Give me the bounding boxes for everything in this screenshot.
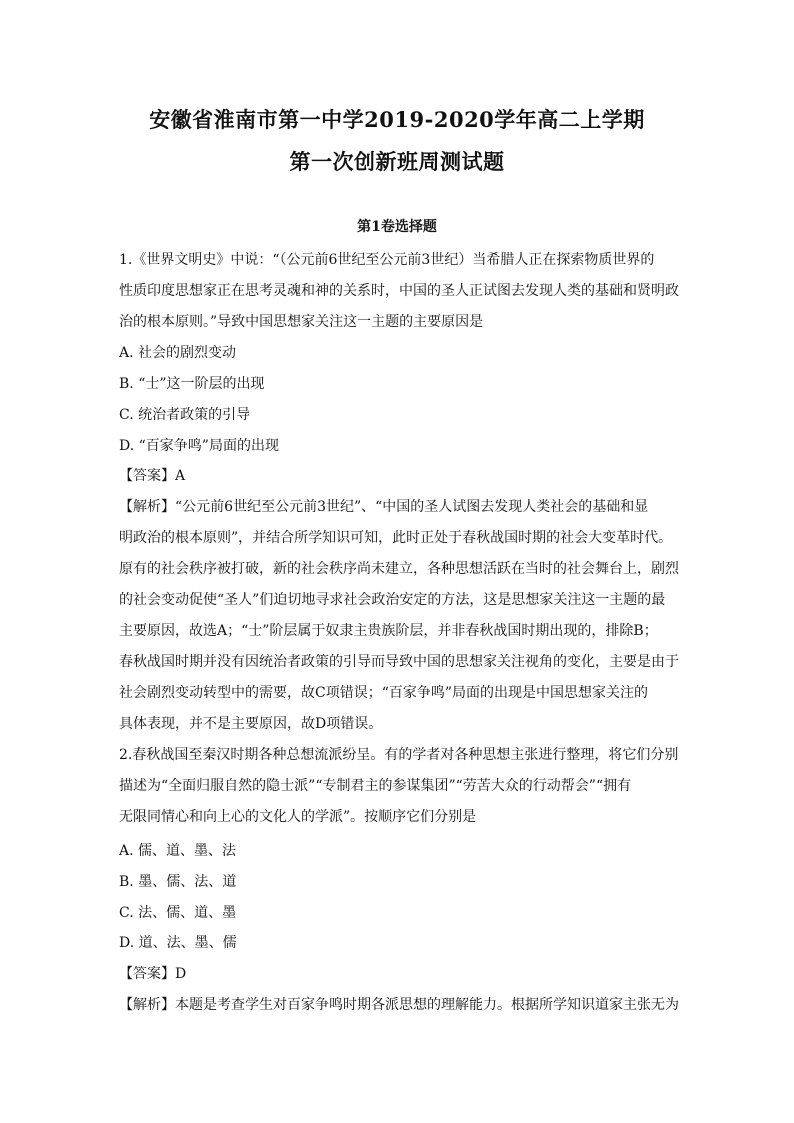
q1-option-c: C. 统治者政策的引导 — [119, 407, 251, 423]
q2-option-d: D. 道、法、墨、儒 — [119, 935, 237, 951]
section-heading: 第1卷选择题 — [357, 219, 437, 235]
q2-answer: 【答案】D — [119, 966, 187, 982]
q1-stem-line-1: 1.《世界文明史》中说：“（公元前6世纪至公元前3世纪）当希腊人正在探索物质世界的 — [119, 252, 655, 268]
q1-analysis-line-3: 原有的社会秩序被打破，新的社会秩序尚未建立，各种思想活跃在当时的社会舞台上，剧烈 — [119, 561, 679, 577]
exam-title-line-1: 安徽省淮南市第一中学2019-2020学年高二上学期 — [149, 107, 645, 132]
q2-stem-line-2: 描述为“全面归服自然的隐士派”“专制君主的参谋集团”“劳苦大众的行动帮会”“拥有 — [119, 778, 632, 794]
q2-option-b: B. 墨、儒、法、道 — [119, 874, 237, 890]
q1-answer: 【答案】A — [119, 468, 186, 484]
q1-option-a: A. 社会的剧烈变动 — [119, 345, 237, 361]
q1-analysis-line-1: 【解析】“公元前6世纪至公元前3世纪”、“中国的圣人试图去发现人类社会的基础和显 — [119, 499, 649, 515]
q2-stem-line-3: 无限同情心和向上心的文化人的学派”。按顺序它们分别是 — [119, 809, 477, 825]
exam-title-line-2: 第一次创新班周测试题 — [289, 149, 505, 174]
q1-analysis-line-7: 社会剧烈变动转型中的需要，故C项错误；“百家争鸣”局面的出现是中国思想家关注的 — [119, 685, 649, 701]
q1-stem-line-3: 治的根本原则。”导致中国思想家关注这一主题的主要原因是 — [119, 314, 484, 330]
q1-option-d: D. “百家争鸣”局面的出现 — [119, 438, 279, 454]
q1-analysis-line-4: 的社会变动促使“圣人”们迫切地寻求社会政治安定的方法，这是思想家关注这一主题的最 — [119, 592, 666, 608]
q2-option-a: A. 儒、道、墨、法 — [119, 843, 237, 859]
q2-analysis-line-1: 【解析】本题是考查学生对百家争鸣时期各派思想的理解能力。根据所学知识道家主张无为 — [119, 997, 679, 1013]
q1-analysis-line-2: 明政治的根本原则”，并结合所学知识可知，此时正处于春秋战国时期的社会大变革时代。 — [119, 530, 673, 546]
q2-stem-line-1: 2.春秋战国至秦汉时期各种总想流派纷呈。有的学者对各种思想主张进行整理，将它们分别 — [119, 747, 679, 763]
q1-analysis-line-6: 春秋战国时期并没有因统治者政策的引导而导致中国的思想家关注视角的变化，主要是由于 — [119, 654, 679, 670]
q1-analysis-line-8: 具体表现，并不是主要原因，故D项错误。 — [119, 716, 383, 732]
q1-stem-line-2: 性质印度思想家正在思考灵魂和神的关系时，中国的圣人正试图去发现人类的基础和贤明政 — [119, 283, 679, 299]
q1-analysis-line-5: 主要原因，故选A；“士”阶层属于奴隶主贵族阶层，并非春秋战国时期出现的，排除B； — [119, 623, 658, 639]
q2-option-c: C. 法、儒、道、墨 — [119, 905, 237, 921]
q1-option-b: B. “士”这一阶层的出现 — [119, 376, 265, 392]
